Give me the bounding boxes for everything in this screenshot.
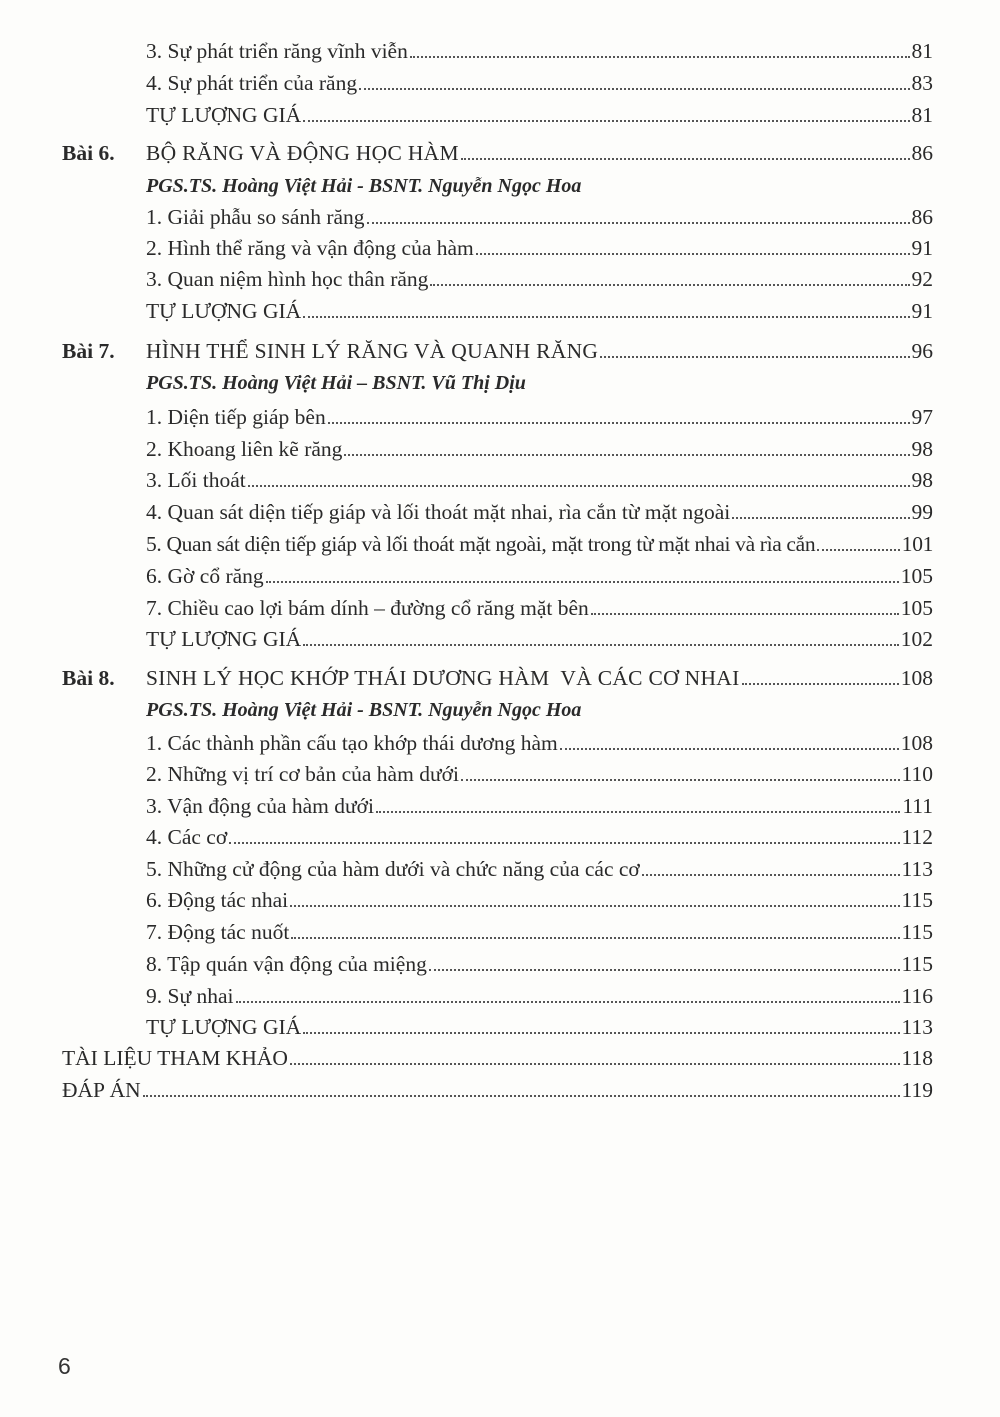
dot-leader	[817, 549, 900, 551]
toc-entry-title: TÀI LIỆU THAM KHẢO	[62, 1046, 288, 1070]
toc-entry-title: 2. Những vị trí cơ bản của hàm dưới	[146, 762, 459, 786]
toc-entry[interactable]	[146, 881, 933, 912]
lesson-label: Bài 6.	[62, 141, 115, 165]
toc-entry-title: 1. Diện tiếp giáp bên	[146, 405, 326, 429]
lesson-page: 86	[911, 141, 933, 165]
toc-entry-page: 101	[901, 532, 933, 556]
lesson-page: 96	[911, 339, 933, 363]
toc-entry[interactable]	[146, 430, 933, 461]
toc-entry[interactable]	[146, 198, 933, 229]
toc-entry[interactable]	[146, 755, 933, 786]
lesson-heading[interactable]	[146, 659, 933, 690]
toc-entry[interactable]	[146, 493, 933, 524]
toc-entry-page: 99	[911, 500, 933, 524]
toc-entry-title: 3. Vận động của hàm dưới	[146, 794, 375, 818]
dot-leader	[303, 1032, 899, 1034]
toc-entry-page: 115	[901, 920, 933, 944]
lesson-authors: PGS.TS. Hoàng Việt Hải – BSNT. Vũ Thị Dịu	[146, 372, 526, 394]
dot-leader	[461, 779, 900, 781]
dot-leader	[430, 284, 909, 286]
dot-leader	[642, 874, 900, 876]
dot-leader	[367, 222, 910, 224]
toc-entry-title: 3. Sự phát triển răng vĩnh viễn	[146, 39, 408, 63]
toc-entry-title: 5. Quan sát diện tiếp giáp và lối thoát mặt ngoài, mặt trong từ mặt nhai và rìa cắn	[146, 532, 816, 556]
toc-entry-title: 6. Động tác nhai	[146, 888, 289, 912]
toc-entry-page: 113	[901, 1015, 933, 1039]
toc-entry[interactable]	[146, 96, 933, 127]
toc-entry-page: 110	[901, 762, 933, 786]
dot-leader	[229, 842, 899, 844]
toc-entry-title: 4. Quan sát diện tiếp giáp và lối thoát mặt nhai, rìa cắn từ mặt ngoài	[146, 500, 731, 524]
toc-entry[interactable]	[146, 525, 933, 556]
lesson-title: BỘ RĂNG VÀ ĐỘNG HỌC HÀM	[146, 141, 459, 165]
lesson-authors: PGS.TS. Hoàng Việt Hải - BSNT. Nguyễn Ngọc Hoa	[146, 699, 582, 721]
dot-leader	[560, 748, 899, 750]
dot-leader	[476, 253, 910, 255]
toc-entry[interactable]	[146, 620, 933, 651]
toc-entry-page: 91	[911, 236, 933, 260]
toc-entry-page: 105	[900, 564, 933, 588]
dot-leader	[461, 158, 910, 160]
dot-leader	[303, 644, 899, 646]
toc-entry-page: 81	[911, 39, 933, 63]
toc-entry-page: 113	[901, 857, 933, 881]
dot-leader	[143, 1095, 900, 1097]
dot-leader	[290, 905, 899, 907]
toc-entry[interactable]	[146, 461, 933, 492]
toc-entry-page: 115	[901, 952, 933, 976]
toc-entry-page: 108	[900, 731, 933, 755]
dot-leader	[303, 120, 909, 122]
toc-entry-title: 2. Khoang liên kẽ răng	[146, 437, 343, 461]
dot-leader	[328, 422, 910, 424]
toc-entry[interactable]	[146, 589, 933, 620]
toc-entry[interactable]	[146, 945, 933, 976]
toc-entry[interactable]	[146, 913, 933, 944]
dot-leader	[732, 517, 909, 519]
toc-entry-page: 112	[901, 825, 933, 849]
toc-entry-title: 3. Quan niệm hình học thân răng	[146, 267, 429, 291]
toc-entry-title: TỰ LƯỢNG GIÁ	[146, 299, 302, 323]
toc-entry[interactable]	[146, 398, 933, 429]
dot-leader	[248, 485, 910, 487]
toc-entry-title: 7. Chiều cao lợi bám dính – đường cổ răng mặt bên	[146, 596, 589, 620]
toc-entry[interactable]	[146, 1008, 933, 1039]
lesson-page: 108	[900, 666, 933, 690]
lesson-heading[interactable]	[146, 332, 933, 363]
toc-entry[interactable]	[146, 724, 933, 755]
toc-entry-answers[interactable]	[62, 1071, 933, 1102]
toc-entry-page: 92	[911, 267, 933, 291]
toc-entry[interactable]	[146, 818, 933, 849]
toc-entry[interactable]	[146, 229, 933, 260]
dot-leader	[344, 454, 909, 456]
toc-entry-title: TỰ LƯỢNG GIÁ	[146, 103, 302, 127]
dot-leader	[429, 969, 900, 971]
toc-entry-title: 4. Các cơ	[146, 825, 228, 849]
lesson-authors: PGS.TS. Hoàng Việt Hải - BSNT. Nguyễn Ngọc Hoa	[146, 175, 582, 197]
dot-leader	[290, 1063, 900, 1065]
dot-leader	[410, 56, 910, 58]
dot-leader	[266, 581, 899, 583]
toc-entry[interactable]	[146, 64, 933, 95]
toc-entry-page: 91	[911, 299, 933, 323]
toc-entry[interactable]	[146, 32, 933, 63]
toc-entry-page: 98	[911, 468, 933, 492]
dot-leader	[359, 88, 909, 90]
toc-entry-page: 102	[900, 627, 933, 651]
toc-entry-page: 105	[900, 596, 933, 620]
toc-entry[interactable]	[146, 787, 933, 818]
toc-entry-title: 3. Lối thoát	[146, 468, 246, 492]
lesson-title: HÌNH THỂ SINH LÝ RĂNG VÀ QUANH RĂNG	[146, 339, 599, 363]
toc-entry[interactable]	[146, 977, 933, 1008]
toc-entry-title: 1. Các thành phần cấu tạo khớp thái dương hàm	[146, 731, 558, 755]
toc-entry-page: 98	[911, 437, 933, 461]
lesson-label: Bài 7.	[62, 339, 115, 363]
toc-entry-title: 6. Gờ cổ răng	[146, 564, 264, 588]
dot-leader	[742, 683, 899, 685]
toc-entry-page: 116	[901, 984, 933, 1008]
toc-entry[interactable]	[146, 850, 933, 881]
toc-entry-title: 9. Sự nhai	[146, 984, 234, 1008]
lesson-heading[interactable]	[146, 134, 933, 165]
dot-leader	[376, 811, 900, 813]
dot-leader	[291, 937, 899, 939]
toc-entry-page: 119	[901, 1078, 933, 1102]
toc-entry[interactable]	[146, 260, 933, 291]
toc-entry-title: 8. Tập quán vận động của miệng	[146, 952, 427, 976]
toc-entry-page: 111	[902, 794, 933, 818]
dot-leader	[303, 316, 909, 318]
toc-entry-title: ĐÁP ÁN	[62, 1078, 141, 1102]
toc-entry-page: 118	[901, 1046, 933, 1070]
toc-entry-page: 97	[911, 405, 933, 429]
toc-entry-references[interactable]	[62, 1039, 933, 1070]
dot-leader	[600, 356, 909, 358]
toc-entry[interactable]	[146, 557, 933, 588]
dot-leader	[591, 613, 899, 615]
toc-entry-title: 1. Giải phẫu so sánh răng	[146, 205, 365, 229]
toc-entry[interactable]	[146, 292, 933, 323]
toc-entry-title: 4. Sự phát triển của răng	[146, 71, 358, 95]
toc-entry-title: TỰ LƯỢNG GIÁ	[146, 627, 302, 651]
lesson-label: Bài 8.	[62, 666, 115, 690]
toc-entry-title: 2. Hình thể răng và vận động của hàm	[146, 236, 474, 260]
toc-entry-title: 5. Những cử động của hàm dưới và chức năng của các cơ	[146, 857, 640, 881]
toc-entry-page: 81	[911, 103, 933, 127]
toc-entry-page: 86	[911, 205, 933, 229]
lesson-title: SINH LÝ HỌC KHỚP THÁI DƯƠNG HÀM VÀ CÁC CƠ NHAI	[146, 666, 740, 690]
dot-leader	[236, 1001, 900, 1003]
toc-entry-page: 83	[911, 71, 933, 95]
toc-entry-title: 7. Động tác nuốt	[146, 920, 290, 944]
page-number: 6	[58, 1353, 71, 1379]
toc-entry-page: 115	[901, 888, 933, 912]
toc-entry-title: TỰ LƯỢNG GIÁ	[146, 1015, 302, 1039]
